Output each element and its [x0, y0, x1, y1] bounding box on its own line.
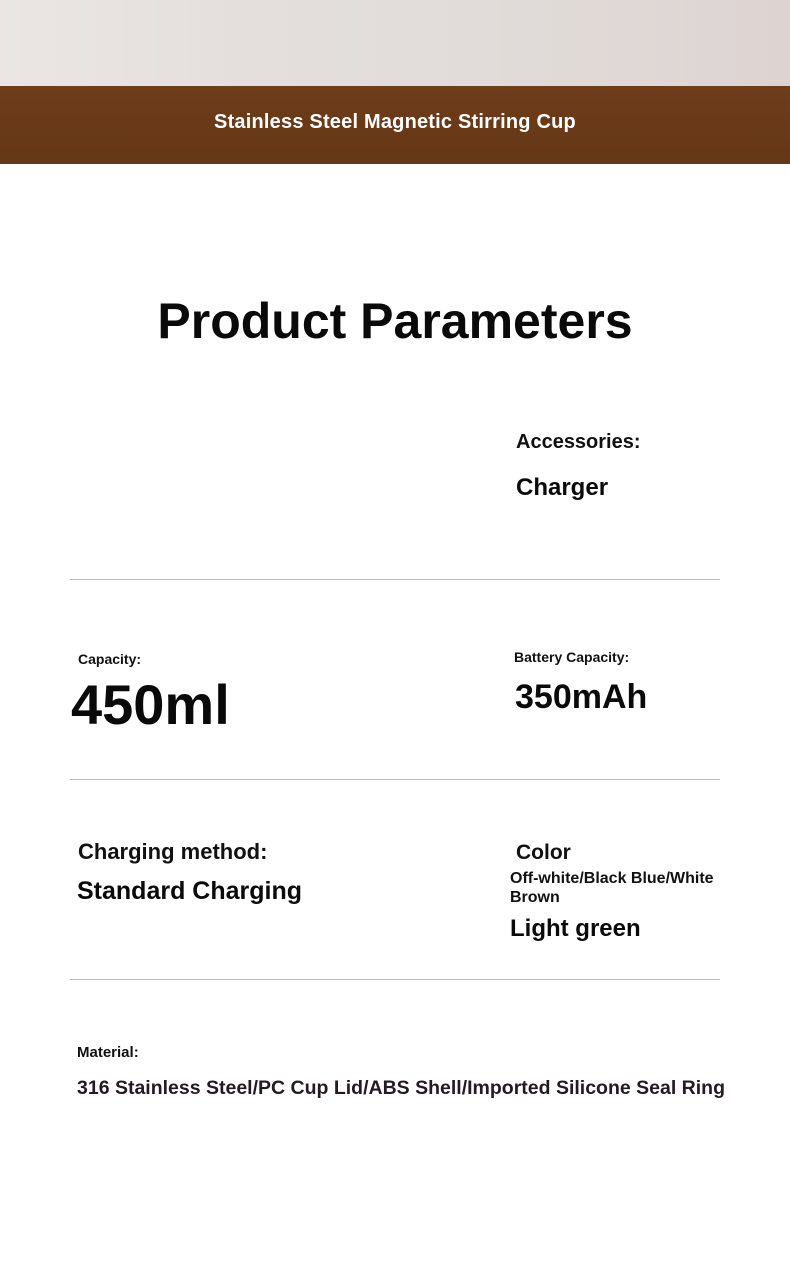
page-heading: Product Parameters	[157, 293, 633, 349]
color-value: Light green	[510, 915, 641, 942]
charging-value: Standard Charging	[77, 877, 303, 905]
divider-2	[70, 779, 720, 780]
capacity-label: Capacity:	[78, 651, 142, 667]
charging-label: Charging method:	[78, 839, 268, 864]
battery-value: 350mAh	[515, 678, 648, 716]
divider-3	[70, 979, 720, 980]
material-label: Material:	[77, 1044, 139, 1061]
accessories-label: Accessories:	[516, 431, 641, 453]
banner-title: Stainless Steel Magnetic Stirring Cup	[214, 111, 576, 133]
product-photo-strip	[0, 0, 790, 86]
material-value: 316 Stainless Steel/PC Cup Lid/ABS Shell/Imported Silicone Seal Ring	[77, 1077, 725, 1099]
capacity-value: 450ml	[71, 673, 230, 736]
battery-label: Battery Capacity:	[514, 649, 630, 665]
accessories-value: Charger	[516, 474, 609, 501]
title-banner	[0, 86, 790, 164]
color-label: Color	[516, 841, 571, 864]
color-options-line2: Brown	[510, 889, 560, 906]
divider-1	[70, 579, 720, 580]
color-options-line1: Off-white/Black Blue/White	[510, 870, 714, 887]
